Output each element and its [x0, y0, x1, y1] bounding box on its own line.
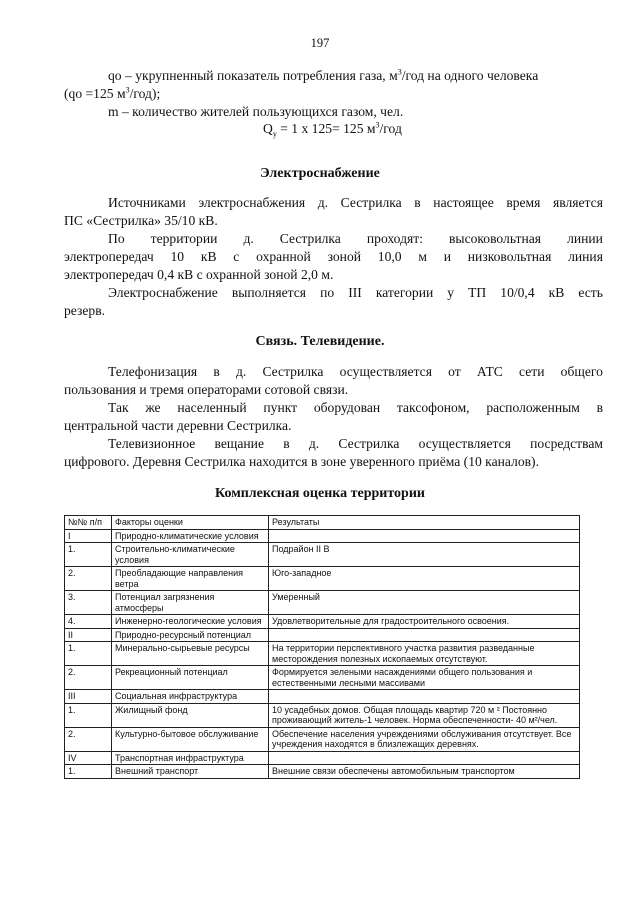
- word: Источниками: [108, 195, 186, 210]
- communication-p2-line1: [108, 400, 603, 416]
- row-number: 4.: [65, 615, 112, 629]
- row-factor: Жилищный фонд: [112, 703, 269, 727]
- word: линии: [567, 231, 603, 246]
- table-row: [65, 543, 580, 567]
- word: и: [443, 249, 452, 264]
- word: пункт: [263, 400, 298, 415]
- word: по: [320, 285, 335, 300]
- row-number: 2.: [65, 567, 112, 591]
- word: м: [418, 249, 427, 264]
- table-row: [65, 703, 580, 727]
- word: осуществляется: [418, 436, 511, 451]
- row-number: I: [65, 529, 112, 543]
- word: в: [283, 436, 290, 451]
- word: 10/0,4: [500, 285, 535, 300]
- word: электропередач: [64, 249, 154, 264]
- row-number: 1.: [65, 642, 112, 666]
- assessment-heading: Комплексная оценка территории: [215, 486, 425, 501]
- row-number: 2.: [65, 727, 112, 751]
- word: кВ: [548, 285, 565, 300]
- word: посредствам: [530, 436, 603, 451]
- electricity-p3-line1: [108, 285, 603, 301]
- electricity-p2-line3: электропередач 0,4 кВ с охранной зоной 2,0 м.: [64, 267, 334, 282]
- word: сети: [519, 364, 545, 379]
- word: в: [414, 195, 421, 210]
- row-number: 1.: [65, 543, 112, 567]
- communication-p1-line2: пользования и тремя операторами сотовой связи.: [64, 382, 349, 397]
- word: в: [213, 364, 220, 379]
- word: электроснабжения: [198, 195, 306, 210]
- word: Так: [108, 400, 129, 415]
- col-header-number: №№ п/п: [65, 516, 112, 530]
- word: низковольтная: [467, 249, 552, 264]
- word: Телевизионное: [108, 436, 196, 451]
- word: является: [553, 195, 603, 210]
- word: III: [348, 285, 362, 300]
- word: у: [447, 285, 455, 300]
- word: общего: [560, 364, 603, 379]
- word: же: [145, 400, 161, 415]
- word: ТП: [468, 285, 487, 300]
- row-result: [269, 690, 580, 704]
- word: высоковольтная: [449, 231, 542, 246]
- word: д.: [235, 364, 247, 379]
- row-number: 1.: [65, 765, 112, 779]
- word: Телефонизация: [108, 364, 198, 379]
- communication-p1-line1: [108, 364, 603, 380]
- table-row: [65, 666, 580, 690]
- word: Электроснабжение: [108, 285, 218, 300]
- table-row: [65, 591, 580, 615]
- word: кВ: [200, 249, 217, 264]
- word: настоящее: [433, 195, 494, 210]
- word: есть: [578, 285, 603, 300]
- word: время: [506, 195, 541, 210]
- page-number: 197: [310, 36, 330, 50]
- row-result: Обеспечение населения учреждениями обслуживания отсутствует. Все учреждения находятся в близлежащих деревнях.: [269, 727, 580, 751]
- word: д.: [243, 231, 254, 246]
- word: вещание: [214, 436, 264, 451]
- communication-p3-line1: [108, 436, 603, 452]
- word: д.: [308, 436, 320, 451]
- row-factor: Природно-ресурсный потенциал: [112, 628, 269, 642]
- electricity-p3-line2: резерв.: [64, 303, 106, 318]
- row-factor: Потенциал загрязнения атмосферы: [112, 591, 269, 615]
- table-row: [65, 642, 580, 666]
- communication-p2-line2: центральной части деревни Сестрилка.: [64, 418, 292, 433]
- row-number: 3.: [65, 591, 112, 615]
- word: проходят:: [366, 231, 423, 246]
- word: охранной: [256, 249, 311, 264]
- word: линия: [568, 249, 603, 264]
- word: зоной: [327, 249, 362, 264]
- m-definition: m – количество жителей пользующихся газом, чел.: [108, 104, 404, 119]
- table-row: [65, 567, 580, 591]
- row-result: [269, 529, 580, 543]
- row-factor: Транспортная инфраструктура: [112, 751, 269, 765]
- word: в: [596, 400, 603, 415]
- row-factor: Строительно-климатические условия: [112, 543, 269, 567]
- word: категории: [375, 285, 434, 300]
- row-result: Внешние связи обеспечены автомобильным транспортом: [269, 765, 580, 779]
- row-result: [269, 751, 580, 765]
- word: от: [448, 364, 461, 379]
- row-factor: Рекреационный потенциал: [112, 666, 269, 690]
- word: 10: [170, 249, 185, 264]
- row-number: 2.: [65, 666, 112, 690]
- electricity-p2-line1: [108, 231, 603, 247]
- row-result: На территории перспективного участка развития разведанные месторождения полезных ископаемых отсутствуют.: [269, 642, 580, 666]
- word: Сестрилка: [262, 364, 324, 379]
- word: оборудован: [313, 400, 381, 415]
- row-factor: Преобладающие направления ветра: [112, 567, 269, 591]
- table-row: [65, 615, 580, 629]
- row-result: Подрайон II В: [269, 543, 580, 567]
- row-result: 10 усадебных домов. Общая площадь квартир 720 м ² Постоянно проживающий житель-1 человек. Норма обеспеченности- 40 м²/чел.: [269, 703, 580, 727]
- row-factor: Минерально-сырьевые ресурсы: [112, 642, 269, 666]
- row-number: IV: [65, 751, 112, 765]
- col-header-factor: Факторы оценки: [112, 516, 269, 530]
- row-result: Умеренный: [269, 591, 580, 615]
- electricity-p1-line2: ПС «Сестрилка» 35/10 кВ.: [64, 213, 218, 228]
- word: д.: [317, 195, 329, 210]
- communication-p3-line2: цифрового. Деревня Сестрилка находится в зоне уверенного приёма (10 каналов).: [64, 454, 539, 469]
- word: выполняется: [231, 285, 307, 300]
- col-header-result: Результаты: [269, 516, 580, 530]
- qo-definition: qo – укрупненный показатель потребления газа, $м^3$/год на одного человека: [108, 67, 539, 83]
- row-factor: Социальная инфраструктура: [112, 690, 269, 704]
- qo-value: (qo =125 $м^3/год$);: [64, 85, 161, 101]
- table-row: [65, 765, 580, 779]
- word: По: [108, 231, 125, 246]
- word: 10,0: [377, 249, 402, 264]
- electricity-heading: Электроснабжение: [260, 166, 380, 181]
- communication-heading: Связь. Телевидение.: [255, 334, 385, 349]
- row-factor: Природно-климатические условия: [112, 529, 269, 543]
- row-number: 1.: [65, 703, 112, 727]
- row-result: Юго-западное: [269, 567, 580, 591]
- word: осуществляется: [339, 364, 432, 379]
- word: Сестрилка: [340, 195, 402, 210]
- row-result: Формируется зелеными насаждениями общего пользования и естественными лесными массивами: [269, 666, 580, 690]
- word: Сестрилка: [338, 436, 400, 451]
- electricity-p1-line1: [108, 195, 603, 211]
- row-result: Удовлетворительные для градостроительного освоения.: [269, 615, 580, 629]
- word: АТС: [476, 364, 503, 379]
- row-factor: Культурно-бытовое обслуживание: [112, 727, 269, 751]
- assessment-table: [64, 515, 580, 779]
- row-number: II: [65, 628, 112, 642]
- table-header-row: [65, 516, 580, 530]
- row-factor: Инженерно-геологические условия: [112, 615, 269, 629]
- table-row: [65, 751, 580, 765]
- row-number: III: [65, 690, 112, 704]
- table-row: [65, 727, 580, 751]
- word: Сестрилка: [279, 231, 341, 246]
- row-factor: Внешний транспорт: [112, 765, 269, 779]
- word: таксофоном,: [396, 400, 470, 415]
- table-row: [65, 690, 580, 704]
- table-row: [65, 529, 580, 543]
- word: расположенным: [486, 400, 580, 415]
- word: территории: [150, 231, 218, 246]
- gas-formula: $Q_y = 1$ x 125= 125 $м^3$/год: [263, 120, 402, 139]
- table-row: [65, 628, 580, 642]
- word: с: [233, 249, 240, 264]
- electricity-p2-line2: [64, 249, 603, 265]
- word: населенный: [177, 400, 247, 415]
- row-result: [269, 628, 580, 642]
